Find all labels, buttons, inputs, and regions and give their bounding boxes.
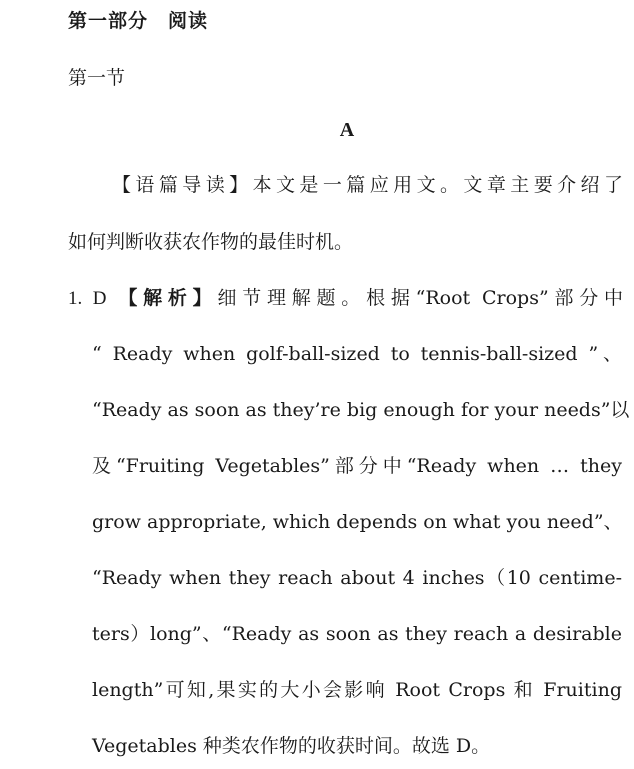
analysis-text-first: 细节理解题。根据“Root Crops”部分中 — [217, 287, 623, 309]
question-1-first-line — [68, 286, 623, 311]
part-heading: 第一部分 阅读 — [68, 10, 209, 32]
intro-label: 【语篇导读】 — [112, 174, 253, 196]
analysis-line: “Ready as soon as they’re big enough for your needs”以 — [92, 399, 630, 421]
analysis-line: 及“Fruiting Vegetables”部分中“Ready when … they — [92, 455, 622, 477]
analysis-label: 【解析】 — [118, 287, 218, 309]
question-number-answer: 1. D — [68, 288, 107, 309]
analysis-line: ters）long”、“Ready as soon as they reach a desirable — [92, 623, 622, 645]
analysis-line: length”可知,果实的大小会影响 Root Crops 和 Fruiting — [92, 679, 622, 701]
intro-text-1: 本文是一篇应用文。文章主要介绍了 — [252, 174, 623, 196]
analysis-line: “Ready when they reach about 4 inches（10 centime- — [92, 567, 622, 589]
analysis-line: Vegetables 种类农作物的收获时间。故选 D。 — [92, 735, 491, 757]
analysis-line: “ Ready when golf-ball-sized to tennis-ball-sized ”、 — [92, 343, 622, 365]
section-heading: 第一节 — [68, 67, 126, 89]
intro-paragraph-line-1 — [68, 173, 623, 197]
passage-label: A — [339, 119, 355, 141]
intro-paragraph-line-2: 如何判断收获农作物的最佳时机。 — [68, 231, 354, 253]
analysis-line: grow appropriate, which depends on what you need”、 — [92, 511, 623, 533]
